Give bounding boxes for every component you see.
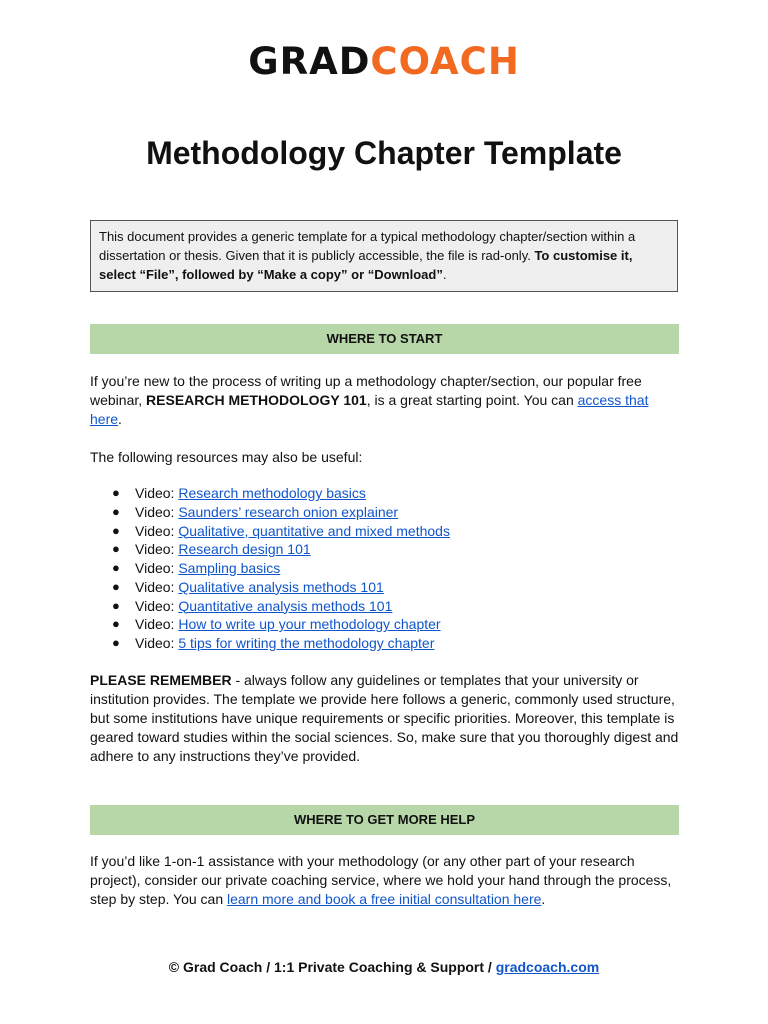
page-title: Methodology Chapter Template — [146, 135, 622, 171]
gradcoach-website-link[interactable]: gradcoach.com — [495, 959, 600, 975]
bullet-icon: ● — [112, 522, 120, 538]
video-prefix: Video: — [135, 560, 179, 576]
consultation-link[interactable]: learn more and book a free initial consultation here — [227, 891, 542, 907]
bullet-icon: ● — [112, 503, 120, 519]
help-paragraph — [90, 852, 680, 909]
video-link[interactable]: Research methodology basics — [178, 485, 366, 501]
access-webinar-link[interactable]: access that here — [90, 392, 649, 427]
list-item — [112, 522, 450, 541]
remember-label: PLEASE REMEMBER — [90, 672, 232, 688]
section-heading-more-help: WHERE TO GET MORE HELP — [90, 805, 679, 835]
list-item — [112, 578, 450, 597]
list-item — [112, 540, 450, 559]
resources-intro: The following resources may also be useful: — [90, 449, 363, 465]
list-item — [112, 484, 450, 503]
list-item — [112, 615, 450, 634]
video-link[interactable]: Saunders’ research onion explainer — [178, 503, 399, 520]
list-item — [112, 634, 450, 653]
video-link[interactable]: Qualitative, quantitative and mixed methods — [178, 522, 450, 539]
video-link[interactable]: Sampling basics — [178, 560, 281, 576]
list-item — [112, 503, 450, 522]
bullet-icon: ● — [112, 635, 120, 650]
intro-paragraph — [90, 372, 680, 429]
remember-text: - always follow any guidelines or templates that your university or institution provides. The template we provide here follows a generic, commonly used structure, but some institutions have unique requirements or specific priorities. Moreover, this template is geared toward studies within the social sciences. So, make sure that you thoroughly digest and adhere to any instructions they’ve provided. — [90, 672, 679, 764]
bullet-icon: ● — [112, 616, 120, 632]
logo-coach-text: COACH — [370, 40, 520, 83]
intro-text: If you’re new to the process of writing up a methodology chapter/section, our popular free webinar, — [90, 373, 642, 408]
video-link[interactable]: Quantitative analysis methods 101 — [178, 597, 393, 614]
list-item — [112, 559, 450, 578]
intro-end: . — [118, 411, 122, 427]
notice-text: This document provides a generic template for a typical methodology chapter/section within a dissertation or thesis. Given that it is publicly accessible, the file is rad-only. — [99, 229, 636, 263]
bullet-icon: ● — [112, 485, 120, 500]
remember-paragraph — [90, 671, 680, 766]
video-prefix: Video: — [135, 578, 179, 595]
footer — [0, 957, 768, 977]
video-prefix: Video: — [135, 503, 179, 520]
video-prefix: Video: — [135, 635, 179, 651]
notice-end: . — [442, 267, 447, 282]
notice-box — [90, 220, 678, 292]
video-prefix: Video: — [135, 616, 179, 633]
logo-grad-text: GRAD — [248, 40, 371, 83]
gradcoach-logo — [0, 40, 768, 84]
bullet-icon: ● — [112, 597, 120, 613]
video-link[interactable]: How to write up your methodology chapter — [178, 616, 441, 633]
notice-bold-text: To customise it, select “File”, followed by “Make a copy” or “Download” — [99, 248, 633, 282]
help-end: . — [541, 891, 546, 907]
list-item — [112, 597, 450, 616]
video-prefix: Video: — [135, 541, 179, 558]
video-resource-list — [112, 484, 450, 653]
intro-mid-text: , is a great starting point. You can — [366, 392, 578, 408]
webinar-name: RESEARCH METHODOLOGY 101 — [146, 392, 367, 408]
video-link[interactable]: Qualitative analysis methods 101 — [178, 578, 384, 595]
bullet-icon: ● — [112, 560, 120, 575]
bullet-icon: ● — [112, 541, 120, 557]
bullet-icon: ● — [112, 578, 120, 594]
video-link[interactable]: Research design 101 — [178, 541, 311, 558]
help-text: If you’d like 1-on-1 assistance with your methodology (or any other part of your research project), consider our private coaching service, where we hold your hand through the process, step by step. You can — [90, 853, 672, 907]
video-prefix: Video: — [135, 522, 179, 539]
video-link[interactable]: 5 tips for writing the methodology chapter — [178, 635, 435, 651]
section-heading-where-to-start: WHERE TO START — [90, 324, 679, 354]
video-prefix: Video: — [135, 597, 179, 614]
video-prefix: Video: — [135, 485, 179, 501]
footer-text: © Grad Coach / 1:1 Private Coaching & Support / — [168, 959, 496, 975]
